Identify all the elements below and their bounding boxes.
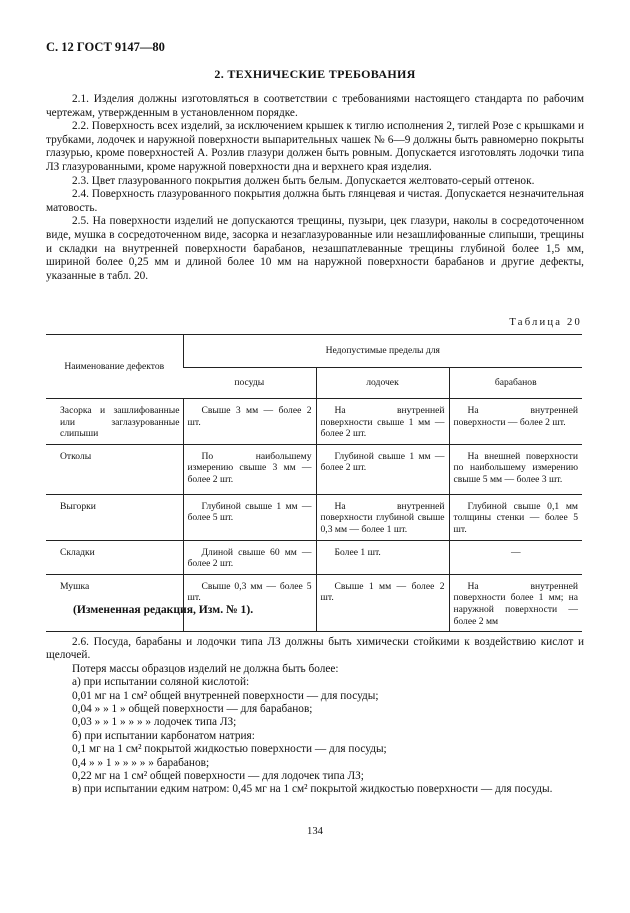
- table-caption: Таблица 20: [509, 317, 582, 328]
- item-b-3: 0,22 мг на 1 см² общей поверхности — для лодочек типа ЛЗ;: [72, 770, 364, 783]
- limit-barabany: На внешней поверхности по наибольшему измерению свыше 5 мм — более 3 шт.: [449, 444, 582, 494]
- col-header-lodochki: лодочек: [316, 368, 449, 399]
- limit-barabany: На внутренней поверхности — более 2 шт.: [449, 399, 582, 445]
- amendment-note: (Измененная редакция, Изм. № 1).: [73, 603, 254, 616]
- table-row: [46, 494, 582, 540]
- limit-lodochki: Свыше 1 мм — более 2 шт.: [316, 574, 449, 631]
- item-a-2: 0,04 » » 1 » общей поверхности — для барабанов;: [72, 703, 313, 716]
- item-a-1: 0,01 мг на 1 см² общей внутренней поверхности — для посуды;: [72, 689, 379, 702]
- limit-lodochki: Глубиной свыше 1 мм — более 2 шт.: [316, 444, 449, 494]
- limit-lodochki: На внутренней поверхности глубиной свыше 0,3 мм — более 1 шт.: [316, 494, 449, 540]
- paragraph-2-1: 2.1. Изделия должны изготовляться в соответствии с требованиями настоящего стандарта по рабочим чертежам, утвержденным в установленном порядке.: [46, 93, 584, 119]
- page-number: 134: [307, 826, 323, 837]
- limit-lodochki: Более 1 шт.: [316, 540, 449, 574]
- limit-barabany: —: [449, 540, 582, 574]
- item-b-2: 0,4 » » 1 » » » » » барабанов;: [72, 756, 210, 769]
- limit-barabany: На внутренней поверхности более 1 мм; на наружной поверхности — более 2 мм: [449, 574, 582, 631]
- col-header-posuda: посуды: [183, 368, 316, 399]
- section-title: 2. ТЕХНИЧЕСКИЕ ТРЕБОВАНИЯ: [214, 67, 416, 81]
- item-a-3: 0,03 » » 1 » » » » лодочек типа ЛЗ;: [72, 716, 237, 729]
- table-row: [46, 399, 582, 445]
- limit-posuda: По наибольшему измерению свыше 3 мм — более 2 шт.: [183, 444, 316, 494]
- limit-posuda: Свыше 0,3 мм — более 5 шт.: [183, 574, 316, 631]
- paragraph-2-6: 2.6. Посуда, барабаны и лодочки типа ЛЗ должны быть химически стойкими к воздействию кислот и щелочей.: [46, 636, 584, 662]
- defects-table: [46, 334, 582, 632]
- paragraph-2-4: 2.4. Поверхность глазурованного покрытия должна быть глянцевая и чистая. Допускается незначительная матовость.: [46, 188, 584, 214]
- defect-name: Выгорки: [46, 494, 183, 540]
- paragraph-2-5: 2.5. На поверхности изделий не допускаются трещины, пузыри, цек глазури, наколы в сосредоточенном виде, мушка в сосредоточенном виде, засорка и незаглазурованные или незашлифованные слипыши, трещины и складки на внутренней поверхности барабанов, незашпатлеванные трещины глубиной более 1,5 мм, шириной более 0,25 мм и длиной более 10 мм на наружной поверхности барабанов и другие дефекты, указанные в табл. 20.: [46, 215, 584, 282]
- defect-name: Мушка: [46, 574, 183, 631]
- paragraph-2-2: 2.2. Поверхность всех изделий, за исключением крышек к тиглю исполнения 2, тиглей Розе с крышками и трубками, лодочек и наружной поверхности выпарительных чашек № 6—9 должны быть равномерно покрыты глазурью, кроме поверхностей А. Розлив глазури должен быть ровным. Допускается изготовлять лодочки типа ЛЗ глазурованными, кроме наружной поверхности дна и верхнего края изделия.: [46, 120, 584, 173]
- mass-loss-line: Потеря массы образцов изделий не должна быть более:: [72, 662, 339, 675]
- table-row: [46, 540, 582, 574]
- page-header: С. 12 ГОСТ 9147—80: [46, 40, 165, 54]
- col-header-defect: Наименование дефектов: [46, 335, 183, 399]
- limit-posuda: Глубиной свыше 1 мм — более 5 шт.: [183, 494, 316, 540]
- col-header-limits: Недопустимые пределы для: [183, 335, 582, 368]
- table-row: [46, 444, 582, 494]
- defect-name: Засорка и зашлифованные или заглазурованные слипыши: [46, 399, 183, 445]
- item-c: в) при испытании едким натром: 0,45 мг на 1 см² покрытой жидкостью поверхности — для посуды.: [72, 783, 553, 796]
- item-a-head: а) при испытании соляной кислотой:: [72, 676, 250, 689]
- defect-name: Складки: [46, 540, 183, 574]
- paragraph-2-3: 2.3. Цвет глазурованного покрытия должен быть белым. Допускается желтовато-серый оттенок.: [72, 174, 535, 187]
- limit-lodochki: На внутренней поверхности свыше 1 мм — более 2 шт.: [316, 399, 449, 445]
- limit-posuda: Длиной свыше 60 мм — более 2 шт.: [183, 540, 316, 574]
- limit-barabany: Глубиной свыше 0,1 мм толщины стенки — более 5 шт.: [449, 494, 582, 540]
- col-header-barabany: барабанов: [449, 368, 582, 399]
- requirements-text: [46, 93, 584, 283]
- defect-name: Отколы: [46, 444, 183, 494]
- chemical-resistance-text: [46, 636, 584, 797]
- item-b-head: б) при испытании карбонатом натрия:: [72, 729, 255, 742]
- limit-posuda: Свыше 3 мм — более 2 шт.: [183, 399, 316, 445]
- item-b-1: 0,1 мг на 1 см² покрытой жидкостью поверхности — для посуды;: [72, 743, 387, 756]
